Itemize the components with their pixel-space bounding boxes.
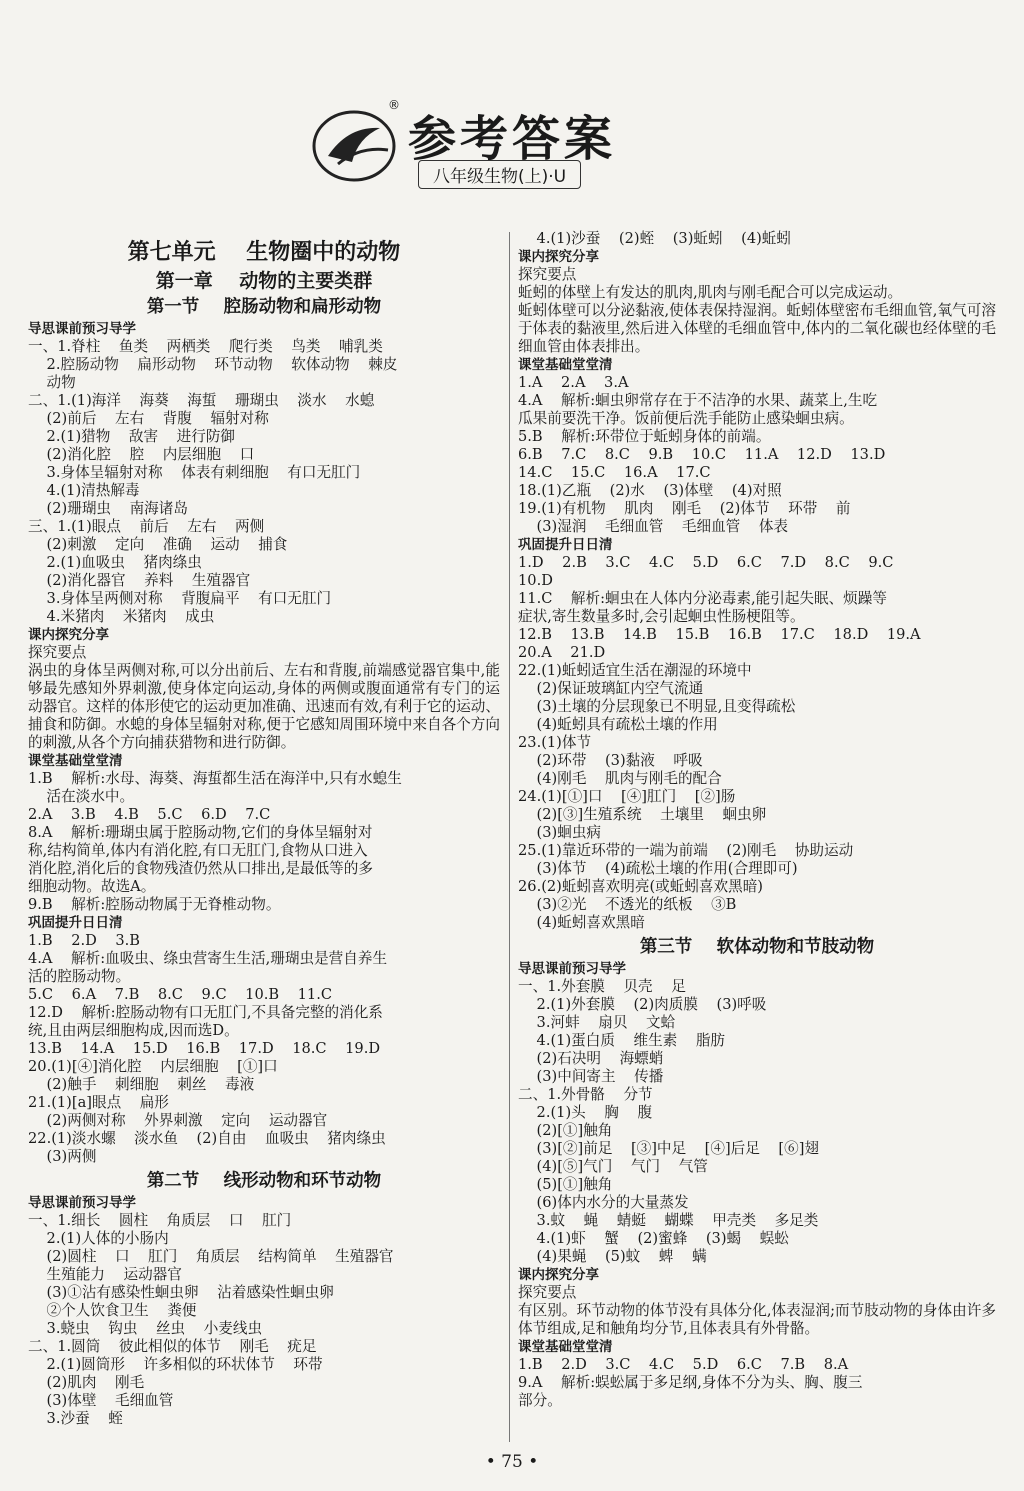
answer-line: 20.(1)[④]消化腔 内层细胞 [①]口 <box>28 1058 278 1075</box>
explanation-paragraph: 有区别。环节动物的体节没有具体分化,体表湿润;而节肢动物的身体由许多体节组成,足和触角均分节,且体表具有外骨骼。 <box>518 1302 996 1337</box>
answer-line: 二、1.(1)海洋 海葵 海蜇 珊瑚虫 淡水 水螅 <box>28 392 375 409</box>
answer-line: 细胞动物。故选A。 <box>28 878 156 895</box>
answer-line: 2.腔肠动物 扁形动物 环节动物 软体动物 棘皮 <box>28 356 398 373</box>
answer-line: 12.B 13.B 14.B 15.B 16.B 17.C 18.D 19.A <box>518 626 921 643</box>
answer-line: 26.(2)蚯蚓喜欢明亮(或蚯蚓喜欢黑暗) <box>518 878 763 895</box>
section-heading: 巩固提升日日清 <box>28 915 123 931</box>
page-title: 参考答案 <box>408 111 617 167</box>
answer-line: 2.(1)外套膜 (2)肉质膜 (3)呼吸 <box>518 996 767 1013</box>
answer-line: 1.D 2.B 3.C 4.C 5.D 6.C 7.D 8.C 9.C <box>518 554 894 571</box>
section-heading: 课堂基础堂堂清 <box>518 357 613 373</box>
answer-line: (3)中间寄主 传播 <box>518 1068 664 1085</box>
answer-line: ②个人饮食卫生 粪便 <box>28 1302 197 1319</box>
answer-line: 19.(1)有机物 肌肉 刚毛 (2)体节 环带 前 <box>518 500 851 517</box>
answer-line: (3)①沾有感染性蛔虫卵 沾着感染性蛔虫卵 <box>28 1284 334 1301</box>
answer-line: 活在淡水中。 <box>28 788 135 805</box>
answer-line: 11.C 解析:蛔虫在人体内分泌毒素,能引起失眠、烦躁等 <box>518 590 887 607</box>
answer-line: (2)消化器官 养料 生殖器官 <box>28 572 251 589</box>
answer-line: (2)圆柱 口 肛门 角质层 结构简单 生殖器官 <box>28 1248 394 1265</box>
answer-line: 称,结构简单,体内有消化腔,有口无肛门,食物从口进入 <box>28 842 368 859</box>
answer-line: 4.(1)蛋白质 维生素 脂肪 <box>518 1032 726 1049</box>
page-header <box>0 90 1024 200</box>
answer-line: 9.B 解析:腔肠动物属于无脊椎动物。 <box>28 896 281 913</box>
answer-line: 一、1.外套膜 贝壳 足 <box>518 978 686 995</box>
answer-line: 2.(1)圆筒形 许多相似的环状体节 环带 <box>28 1356 323 1373</box>
answer-line: 22.(1)蚯蚓适宜生活在潮湿的环境中 <box>518 662 752 679</box>
section-title: 第一节 腔肠动物和扁形动物 <box>146 297 382 317</box>
left-column <box>28 230 500 1428</box>
answer-line: 2.(1)血吸虫 猪肉绦虫 <box>28 554 202 571</box>
answer-line: 动物 <box>28 374 76 391</box>
answer-line: (2)刺激 定向 准确 运动 捕食 <box>28 536 288 553</box>
answer-line: 24.(1)[①]口 [④]肛门 [②]肠 <box>518 788 736 805</box>
section-heading: 课内探究分享 <box>28 627 109 643</box>
answer-line: (3)体壁 毛细血管 <box>28 1392 174 1409</box>
answer-line: 2.(1)头 胸 腹 <box>518 1104 653 1121</box>
answer-line: 3.河蚌 扇贝 文蛤 <box>518 1014 676 1031</box>
answer-line: 一、1.脊柱 鱼类 两栖类 爬行类 鸟类 哺乳类 <box>28 338 383 355</box>
answer-line: 1.A 2.A 3.A <box>518 374 629 391</box>
section-heading: 导思课前预习导学 <box>28 1195 136 1211</box>
answer-line: (3)湿润 毛细血管 毛细血管 体表 <box>518 518 789 535</box>
answer-line: (4)果蝇 (5)蚊 蜱 螨 <box>518 1248 707 1265</box>
answer-line: 14.C 15.C 16.A 17.C <box>518 464 711 481</box>
answer-line: (3)体节 (4)疏松土壤的作用(合理即可) <box>518 860 798 877</box>
answer-line: (4)蚯蚓喜欢黑暗 <box>518 914 645 931</box>
answer-line: 4.(1)虾 蟹 (2)蜜蜂 (3)蝎 蜈蚣 <box>518 1230 789 1247</box>
answer-line: 一、1.细长 圆柱 角质层 口 肛门 <box>28 1212 292 1229</box>
answer-line: (2)[①]触角 <box>518 1122 613 1139</box>
answer-line: (2)两侧对称 外界刺激 定向 运动器官 <box>28 1112 328 1129</box>
answer-line: 5.B 解析:环带位于蚯蚓身体的前端。 <box>518 428 771 445</box>
section-heading: 导思课前预习导学 <box>518 961 626 977</box>
answer-line: 1.B 2.D 3.B <box>28 932 141 949</box>
answer-line: 瓜果前要洗干净。饭前便后洗手能防止感染蛔虫病。 <box>518 410 854 427</box>
answer-line: 18.(1)乙瓶 (2)水 (3)体壁 (4)对照 <box>518 482 782 499</box>
answer-line: 生殖能力 运动器官 <box>28 1266 182 1283</box>
section-heading: 课内探究分享 <box>518 249 599 265</box>
answer-line: (3)两侧 <box>28 1148 97 1165</box>
answer-line: 二、1.圆筒 彼此相似的体节 刚毛 疣足 <box>28 1338 317 1355</box>
answer-line: 3.蚊 蝇 蜻蜓 蝴蝶 甲壳类 多足类 <box>518 1212 819 1229</box>
answer-line: (2)珊瑚虫 南海诸岛 <box>28 500 188 517</box>
answer-line: (2)肌肉 刚毛 <box>28 1374 145 1391</box>
answer-line: (4)[⑤]气门 气门 气管 <box>518 1158 708 1175</box>
explanation-paragraph: 蚯蚓体壁可以分泌黏液,使体表保持湿润。蚯蚓体壁密布毛细血管,氧气可溶于体表的黏液里,然后进入体壁的毛细血管中,体内的二氧化碳也经体壁的毛细血管由体表排出。 <box>518 302 996 355</box>
answer-line: (4)刚毛 肌肉与刚毛的配合 <box>518 770 722 787</box>
section-heading: 课堂基础堂堂清 <box>28 753 123 769</box>
registered-mark: ® <box>388 98 400 112</box>
answer-line: (5)[①]触角 <box>518 1176 613 1193</box>
answer-line: (2)石决明 海螵蛸 <box>518 1050 664 1067</box>
section-heading: 课堂基础堂堂清 <box>518 1339 613 1355</box>
answer-line: 9.A 解析:蜈蚣属于多足纲,身体不分为头、胸、腹三 <box>518 1374 863 1391</box>
answer-line: 症状,寄生数量多时,会引起蛔虫性肠梗阻等。 <box>518 608 805 625</box>
answer-line: (2)触手 刺细胞 刺丝 毒液 <box>28 1076 255 1093</box>
answer-line: 12.D 解析:腔肠动物有口无肛门,不具备完整的消化系 <box>28 1004 383 1021</box>
answer-line: 13.B 14.A 15.D 16.B 17.D 18.C 19.D <box>28 1040 381 1057</box>
column-divider <box>509 232 510 1442</box>
answer-line: 3.沙蚕 蛭 <box>28 1410 123 1427</box>
answer-line: 6.B 7.C 8.C 9.B 10.C 11.A 12.D 13.D <box>518 446 886 463</box>
publisher-logo-icon <box>308 106 400 186</box>
answer-line: (2)[③]生殖系统 土壤里 蛔虫卵 <box>518 806 767 823</box>
answer-line: 8.A 解析:珊瑚虫属于腔肠动物,它们的身体呈辐射对 <box>28 824 373 841</box>
answer-line: (2)消化腔 腔 内层细胞 口 <box>28 446 255 463</box>
answer-line: (2)保证玻璃缸内空气流通 <box>518 680 704 697</box>
answer-line: 3.身体呈辐射对称 体表有刺细胞 有口无肛门 <box>28 464 361 481</box>
answer-line: (2)环带 (3)黏液 呼吸 <box>518 752 703 769</box>
explanation-paragraph: 蚯蚓的体壁上有发达的肌肉,肌肉与刚毛配合可以完成运动。 <box>518 284 903 301</box>
answer-line: 3.身体呈两侧对称 背腹扁平 有口无肛门 <box>28 590 332 607</box>
answer-line: (3)②光 不透光的纸板 ③B <box>518 896 737 913</box>
answer-line: 1.B 2.D 3.C 4.C 5.D 6.C 7.B 8.A <box>518 1356 849 1373</box>
answer-line: (3)土壤的分层现象已不明显,且变得疏松 <box>518 698 796 715</box>
answer-line: (2)前后 左右 背腹 辐射对称 <box>28 410 269 427</box>
answer-line: 21.(1)[a]眼点 扁形 <box>28 1094 169 1111</box>
answer-line: 4.米猪肉 米猪肉 成虫 <box>28 608 215 625</box>
section-title: 第三节 软体动物和节肢动物 <box>639 937 875 957</box>
section-title: 第二节 线形动物和环节动物 <box>146 1171 382 1191</box>
right-column <box>518 230 996 1410</box>
answer-line: 4.(1)清热解毒 <box>28 482 140 499</box>
answer-line: 10.D <box>518 572 553 589</box>
chapter-title: 第一章 动物的主要类群 <box>155 270 373 292</box>
unit-title: 第七单元 生物圈中的动物 <box>127 240 401 265</box>
answer-line: 4.A 解析:血吸虫、绦虫营寄生生活,珊瑚虫是营自养生 <box>28 950 388 967</box>
answer-line: 消化腔,消化后的食物残渣仍然从口排出,是最低等的多 <box>28 860 373 877</box>
answer-line: (3)[②]前足 [③]中足 [④]后足 [⑥]翅 <box>518 1140 819 1157</box>
answer-line: 2.(1)猎物 敌害 进行防御 <box>28 428 236 445</box>
answer-line: (6)体内水分的大量蒸发 <box>518 1194 689 1211</box>
answer-line: 2.(1)人体的小肠内 <box>28 1230 169 1247</box>
answer-line: 探究要点 <box>518 1284 577 1301</box>
answer-line: 25.(1)靠近环带的一端为前端 (2)刚毛 协助运动 <box>518 842 854 859</box>
page-number: • 75 • <box>485 1452 539 1472</box>
section-heading: 课内探究分享 <box>518 1267 599 1283</box>
page-subtitle: 八年级生物(上)·U <box>418 160 581 189</box>
answer-line: (4)蚯蚓具有疏松土壤的作用 <box>518 716 718 733</box>
answer-line: 22.(1)淡水螺 淡水鱼 (2)自由 血吸虫 猪肉绦虫 <box>28 1130 386 1147</box>
answer-line: 探究要点 <box>518 266 577 283</box>
answer-line: 二、1.外骨骼 分节 <box>518 1086 653 1103</box>
section-heading: 导思课前预习导学 <box>28 321 136 337</box>
answer-line: 23.(1)体节 <box>518 734 592 751</box>
answer-line: 2.A 3.B 4.B 5.C 6.D 7.C <box>28 806 271 823</box>
answer-line: 部分。 <box>518 1392 562 1409</box>
answer-line: 4.(1)沙蚕 (2)蛭 (3)蚯蚓 (4)蚯蚓 <box>518 230 791 247</box>
answer-line: 统,且由两层细胞构成,因而选D。 <box>28 1022 239 1039</box>
answer-line: 探究要点 <box>28 644 87 661</box>
answer-line: (3)蛔虫病 <box>518 824 602 841</box>
answer-line: 4.A 解析:蛔虫卵常存在于不洁净的水果、蔬菜上,生吃 <box>518 392 878 409</box>
answer-line: 三、1.(1)眼点 前后 左右 两侧 <box>28 518 265 535</box>
section-heading: 巩固提升日日清 <box>518 537 613 553</box>
answer-line: 1.B 解析:水母、海葵、海蜇都生活在海洋中,只有水螅生 <box>28 770 402 787</box>
answer-line: 活的腔肠动物。 <box>28 968 131 985</box>
answer-line: 3.蛲虫 钩虫 丝虫 小麦线虫 <box>28 1320 263 1337</box>
answer-line: 20.A 21.D <box>518 644 606 661</box>
explanation-paragraph: 涡虫的身体呈两侧对称,可以分出前后、左右和背腹,前端感觉器官集中,能够最先感知外界刺激,使身体定向运动,身体的两侧或腹面通常有专门的运动器官。这样的体形使它的运动更加准确、迅速而有效,有利于它的运动、捕食和防御。水螅的身体呈辐射对称,便于它感知周围环境中来自各个方向的刺激,从各个方向捕获猎物和进行防御。 <box>28 662 500 751</box>
answer-line: 5.C 6.A 7.B 8.C 9.C 10.B 11.C <box>28 986 333 1003</box>
